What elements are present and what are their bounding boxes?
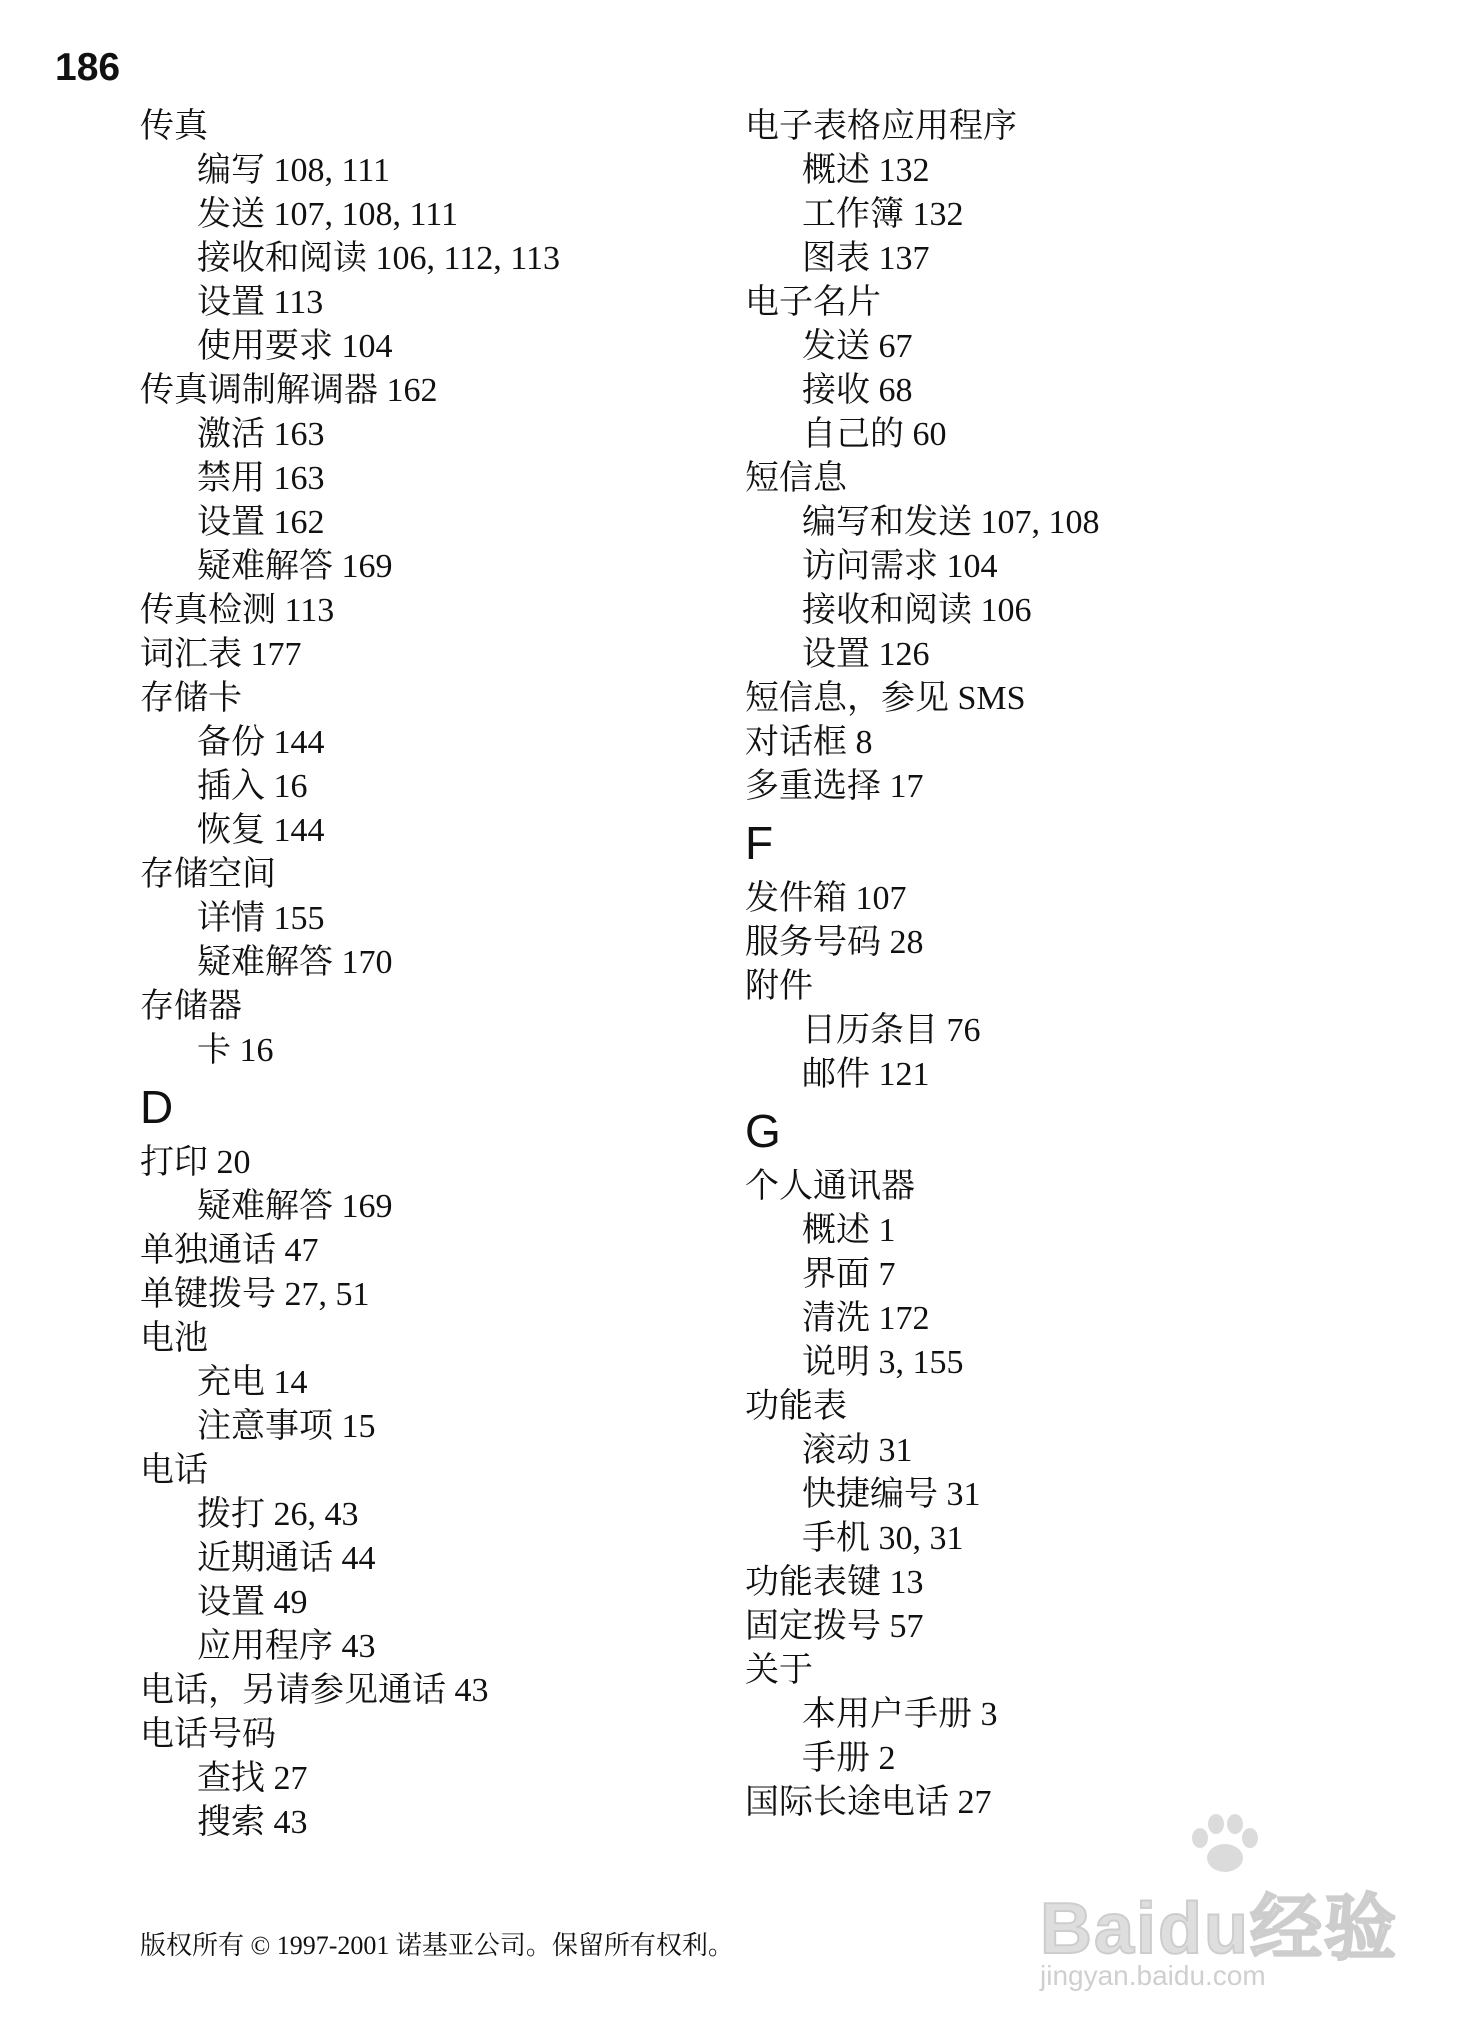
index-entry: 存储空间: [140, 856, 276, 893]
index-subentry: 概述 132: [802, 152, 930, 189]
section-letter: G: [745, 1105, 781, 1157]
index-subentry: 自己的 60: [802, 416, 947, 453]
baidu-watermark: [1040, 1810, 1460, 2010]
index-subentry: 接收 68: [802, 372, 913, 409]
index-subentry: 编写和发送 107, 108: [802, 504, 1100, 541]
index-subentry: 备份 144: [197, 724, 325, 761]
index-entry: 电话，另请参见通话 43: [140, 1672, 489, 1709]
index-entry: 电话: [140, 1452, 208, 1489]
index-subentry: 充电 14: [197, 1364, 308, 1401]
index-entry: 电子名片: [745, 284, 881, 321]
index-entry: 电池: [140, 1320, 208, 1357]
index-column-left: [140, 105, 740, 1845]
index-subentry: 搜索 43: [197, 1804, 308, 1841]
index-subentry: 禁用 163: [197, 460, 325, 497]
index-entry: 电话号码: [140, 1716, 276, 1753]
index-entry: 存储器: [140, 988, 242, 1025]
index-entry: 传真调制解调器 162: [140, 372, 438, 409]
index-subentry: 工作簿 132: [802, 196, 964, 233]
index-subentry: 图表 137: [802, 240, 930, 277]
index-entry: 传真: [140, 108, 208, 145]
index-subentry: 编写 108, 111: [197, 152, 390, 189]
index-subentry: 说明 3, 155: [802, 1344, 964, 1381]
index-subentry: 访问需求 104: [802, 548, 998, 585]
index-entry: 功能表: [745, 1388, 847, 1425]
index-entry: 存储卡: [140, 680, 242, 717]
index-subentry: 疑难解答 170: [197, 944, 393, 981]
index-subentry: 设置 162: [197, 504, 325, 541]
index-subentry: 激活 163: [197, 416, 325, 453]
index-subentry: 疑难解答 169: [197, 548, 393, 585]
index-entry: 国际长途电话 27: [745, 1784, 992, 1821]
index-subentry: 设置 126: [802, 636, 930, 673]
index-entry: 服务号码 28: [745, 924, 924, 961]
section-letter: F: [745, 817, 774, 869]
index-subentry: 手册 2: [802, 1740, 896, 1777]
page-number: 186: [55, 46, 121, 89]
copyright-footer: 版权所有 © 1997-2001 诺基亚公司。保留所有权利。: [140, 1931, 734, 1960]
index-subentry: 概述 1: [802, 1212, 896, 1249]
index-subentry: 清洗 172: [802, 1300, 930, 1337]
watermark-url: jingyan.baidu.com: [1040, 1960, 1266, 1991]
index-subentry: 恢复 144: [197, 812, 325, 849]
index-entry: 单键拨号 27, 51: [140, 1276, 370, 1313]
index-subentry: 快捷编号 31: [802, 1476, 981, 1513]
index-subentry: 插入 16: [197, 768, 308, 805]
section-letter: D: [140, 1081, 174, 1133]
index-subentry: 滚动 31: [802, 1432, 913, 1469]
index-entry: 固定拨号 57: [745, 1608, 924, 1645]
index-subentry: 卡 16: [197, 1032, 274, 1069]
index-subentry: 设置 113: [197, 284, 324, 321]
index-subentry: 查找 27: [197, 1760, 308, 1797]
index-entry: 多重选择 17: [745, 768, 924, 805]
index-column-right: [745, 105, 1385, 1825]
watermark-logo-text: Baidu经验: [1040, 1889, 1399, 1969]
index-subentry: 本用户手册 3: [802, 1696, 998, 1733]
index-subentry: 界面 7: [802, 1256, 896, 1293]
index-subentry: 日历条目 76: [802, 1012, 981, 1049]
index-entry: 传真检测 113: [140, 592, 335, 629]
index-subentry: 发送 67: [802, 328, 913, 365]
index-subentry: 设置 49: [197, 1584, 308, 1621]
index-subentry: 发送 107, 108, 111: [197, 196, 458, 233]
index-entry: 打印 20: [140, 1144, 251, 1181]
index-subentry: 拨打 26, 43: [197, 1496, 359, 1533]
index-entry: 短信息: [745, 460, 847, 497]
index-subentry: 注意事项 15: [197, 1408, 376, 1445]
index-subentry: 应用程序 43: [197, 1628, 376, 1665]
index-entry: 单独通话 47: [140, 1232, 319, 1269]
index-subentry: 使用要求 104: [197, 328, 393, 365]
index-subentry: 手机 30, 31: [802, 1520, 964, 1557]
index-subentry: 疑难解答 169: [197, 1188, 393, 1225]
index-entry: 对话框 8: [745, 724, 873, 761]
index-entry: 词汇表 177: [140, 636, 302, 673]
index-entry: 短信息，参见 SMS: [745, 680, 1026, 717]
index-entry: 关于: [745, 1652, 813, 1689]
index-subentry: 详情 155: [197, 900, 325, 937]
index-entry: 附件: [745, 968, 813, 1005]
index-subentry: 邮件 121: [802, 1056, 930, 1093]
index-entry: 功能表键 13: [745, 1564, 924, 1601]
index-entry: 电子表格应用程序: [745, 108, 1017, 145]
index-entry: 发件箱 107: [745, 880, 907, 917]
index-entry: 个人通讯器: [745, 1168, 915, 1205]
index-subentry: 接收和阅读 106: [802, 592, 1032, 629]
index-subentry: 接收和阅读 106, 112, 113: [197, 240, 560, 277]
index-subentry: 近期通话 44: [197, 1540, 376, 1577]
